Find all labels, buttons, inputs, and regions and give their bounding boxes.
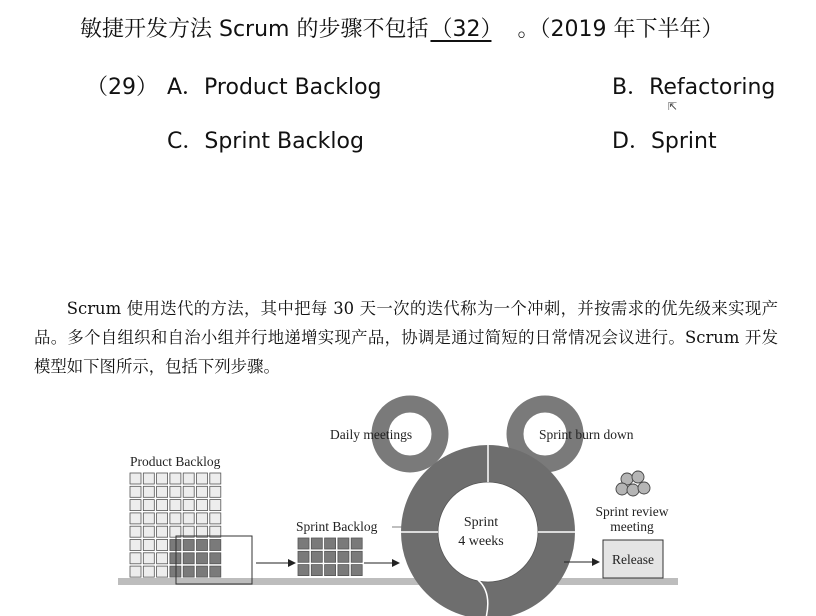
option-d: D．Sprint <box>612 129 717 154</box>
backlog-item-cell <box>130 566 141 577</box>
backlog-item-cell <box>143 486 154 497</box>
backlog-item-cell <box>351 565 362 576</box>
question-number: （29） <box>86 75 158 100</box>
sprint-duration: 4 weeks <box>458 534 504 549</box>
backlog-item-cell <box>197 566 208 577</box>
backlog-item-cell <box>130 513 141 524</box>
backlog-item-cell <box>197 553 208 564</box>
backlog-item-cell <box>197 473 208 484</box>
backlog-item-cell <box>130 473 141 484</box>
arrow-to-sprint <box>364 559 400 567</box>
daily-meetings-label: Daily meetings <box>330 427 413 442</box>
backlog-item-cell <box>183 486 194 497</box>
backlog-item-cell <box>183 540 194 551</box>
backlog-item-cell <box>157 486 168 497</box>
backlog-item-cell <box>325 551 336 562</box>
product-backlog-label: Product Backlog <box>130 454 221 469</box>
question-stem <box>80 12 723 43</box>
backlog-item-cell <box>170 513 181 524</box>
option-a: A．Product Backlog <box>167 75 382 100</box>
backlog-item-cell <box>170 473 181 484</box>
backlog-item-cell <box>338 551 349 562</box>
mouse-cursor-icon: ⇱ <box>668 100 678 113</box>
product-backlog-grid <box>130 473 221 577</box>
backlog-item-cell <box>311 538 322 549</box>
backlog-item-cell <box>143 566 154 577</box>
backlog-item-cell <box>338 538 349 549</box>
backlog-item-cell <box>143 513 154 524</box>
backlog-item-cell <box>183 566 194 577</box>
backlog-item-cell <box>298 538 309 549</box>
backlog-item-cell <box>183 473 194 484</box>
arrow-to-sprint-backlog <box>256 559 296 567</box>
backlog-item-cell <box>143 500 154 511</box>
backlog-item-cell <box>130 486 141 497</box>
backlog-item-cell <box>325 565 336 576</box>
sprint-label: Sprint <box>463 515 499 530</box>
backlog-item-cell <box>210 473 221 484</box>
backlog-item-cell <box>157 553 168 564</box>
sprint-review-label: Sprint review <box>595 504 669 519</box>
answer-blank: （32） <box>430 17 492 42</box>
backlog-item-cell <box>143 553 154 564</box>
backlog-item-cell <box>143 473 154 484</box>
backlog-item-cell <box>338 565 349 576</box>
backlog-item-cell <box>143 526 154 537</box>
backlog-item-cell <box>197 486 208 497</box>
backlog-item-cell <box>157 500 168 511</box>
backlog-item-cell <box>157 513 168 524</box>
backlog-item-cell <box>210 513 221 524</box>
sprint-burn-down-label: Sprint burn down <box>539 427 634 442</box>
backlog-item-cell <box>351 551 362 562</box>
backlog-item-cell <box>170 566 181 577</box>
backlog-item-cell <box>130 540 141 551</box>
sprint-backlog-grid <box>298 538 362 576</box>
backlog-item-cell <box>143 540 154 551</box>
backlog-item-cell <box>130 526 141 537</box>
scrum-diagram <box>0 392 816 616</box>
backlog-item-cell <box>351 538 362 549</box>
review-people-icon <box>616 471 650 496</box>
backlog-item-cell <box>210 553 221 564</box>
backlog-item-cell <box>157 526 168 537</box>
backlog-item-cell <box>311 565 322 576</box>
backlog-item-cell <box>311 551 322 562</box>
backlog-item-cell <box>157 473 168 484</box>
backlog-item-cell <box>197 500 208 511</box>
meeting-label: meeting <box>610 519 654 534</box>
backlog-item-cell <box>210 540 221 551</box>
backlog-item-cell <box>210 500 221 511</box>
explanation-paragraph: Scrum 使用迭代的方法，其中把每 30 天一次的迭代称为一个冲刺，并按需求的优先级来实现产品。多个自组织和自治小组并行地递增实现产品，协调是通过简短的日常情况会议进行。Scrum 开发模型如下图所示，包括下列步骤。 <box>34 299 778 376</box>
option-c: C．Sprint Backlog <box>167 129 364 154</box>
backlog-item-cell <box>170 486 181 497</box>
backlog-item-cell <box>130 553 141 564</box>
backlog-item-cell <box>298 551 309 562</box>
sprint-backlog-label: Sprint Backlog <box>296 519 378 534</box>
question-text: 敏捷开发方法 Scrum 的步骤不包括 <box>80 17 429 42</box>
backlog-item-cell <box>183 513 194 524</box>
backlog-item-cell <box>197 540 208 551</box>
backlog-item-cell <box>170 540 181 551</box>
backlog-item-cell <box>157 566 168 577</box>
option-b: B．Refactoring <box>612 75 776 100</box>
backlog-item-cell <box>210 566 221 577</box>
backlog-item-cell <box>157 540 168 551</box>
backlog-item-cell <box>130 500 141 511</box>
release-label: Release <box>612 552 654 567</box>
backlog-item-cell <box>170 500 181 511</box>
backlog-item-cell <box>183 553 194 564</box>
backlog-item-cell <box>183 500 194 511</box>
backlog-item-cell <box>197 513 208 524</box>
question-source: 。（2019 年下半年） <box>517 17 724 42</box>
backlog-item-cell <box>210 486 221 497</box>
backlog-item-cell <box>298 565 309 576</box>
backlog-item-cell <box>325 538 336 549</box>
backlog-item-cell <box>170 553 181 564</box>
